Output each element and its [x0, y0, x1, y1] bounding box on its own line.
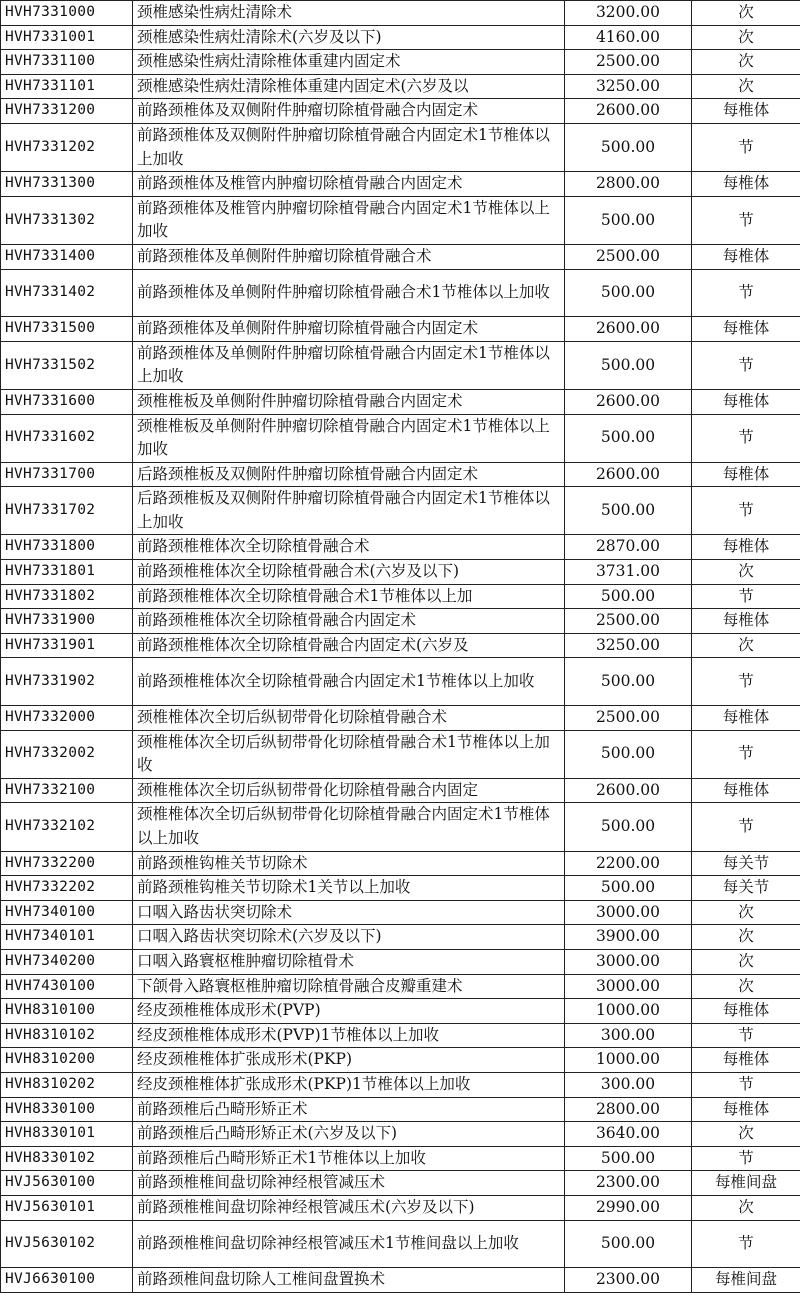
item-code: HVH7331001	[1, 25, 133, 50]
item-name-text: 经皮颈椎椎体扩张成形术(PKP)	[137, 1048, 560, 1072]
item-price: 2500.00	[565, 50, 692, 75]
item-code: HVH8310100	[1, 999, 133, 1024]
item-unit: 节	[692, 1072, 800, 1097]
item-code: HVH7331402	[1, 269, 133, 317]
table-row	[1, 706, 800, 731]
item-name-text: 颈椎感染性病灶清除椎体重建内固定术	[137, 50, 560, 74]
item-price: 300.00	[565, 1072, 692, 1097]
item-price: 3250.00	[565, 74, 692, 99]
table-row	[1, 925, 800, 950]
item-unit: 节	[692, 341, 800, 389]
table-row	[1, 803, 800, 851]
item-unit: 节	[692, 584, 800, 609]
item-name	[133, 1171, 565, 1196]
item-name-text: 颈椎椎体次全切后纵韧带骨化切除植骨融合术	[137, 706, 560, 730]
item-unit: 次	[692, 949, 800, 974]
item-code: HVH7331801	[1, 560, 133, 585]
item-name-text: 前路颈椎体及单侧附件肿瘤切除植骨融合内固定术	[137, 317, 560, 341]
item-price: 300.00	[565, 1023, 692, 1048]
item-unit: 次	[692, 25, 800, 50]
table-row	[1, 1268, 800, 1293]
item-unit: 每椎体	[692, 535, 800, 560]
item-code: HVJ5630102	[1, 1220, 133, 1268]
item-name-text: 前路颈椎后凸畸形矫正术(六岁及以下)	[137, 1122, 560, 1146]
item-name: 颈椎椎板及单侧附件肿瘤切除植骨融合内固定术1节椎体以上加收	[133, 414, 565, 462]
item-unit: 节	[692, 269, 800, 317]
item-name	[133, 172, 565, 197]
fee-table-body	[1, 1, 800, 1293]
table-row	[1, 123, 800, 171]
table-row	[1, 1048, 800, 1073]
item-price: 500.00	[565, 658, 692, 706]
item-name-text: 前路颈椎后凸畸形矫正术	[137, 1098, 560, 1122]
table-row	[1, 1122, 800, 1147]
item-code: HVH7331700	[1, 462, 133, 487]
item-name: 前路颈椎椎间盘切除神经根管减压术1节椎间盘以上加收	[133, 1220, 565, 1268]
table-row	[1, 389, 800, 414]
item-unit: 节	[692, 1146, 800, 1171]
item-name-text: 颈椎椎体次全切后纵韧带骨化切除植骨融合内固定	[137, 779, 560, 803]
item-price: 2990.00	[565, 1195, 692, 1220]
item-unit: 次	[692, 50, 800, 75]
item-unit: 每关节	[692, 851, 800, 876]
table-row	[1, 658, 800, 706]
item-name: 颈椎椎体次全切后纵韧带骨化切除植骨融合术1节椎体以上加收	[133, 730, 565, 778]
item-unit: 每椎体	[692, 778, 800, 803]
item-name	[133, 1268, 565, 1293]
item-name	[133, 1023, 565, 1048]
item-price: 2600.00	[565, 99, 692, 124]
item-unit: 每椎体	[692, 1048, 800, 1073]
item-code: HVH8310202	[1, 1072, 133, 1097]
item-unit: 每椎体	[692, 389, 800, 414]
item-code: HVJ5630101	[1, 1195, 133, 1220]
item-name-text: 口咽入路寰枢椎肿瘤切除植骨术	[137, 950, 560, 974]
item-price: 500.00	[565, 123, 692, 171]
item-unit: 节	[692, 196, 800, 244]
item-name	[133, 1146, 565, 1171]
item-name-text: 前路颈椎椎体次全切除植骨融合术	[137, 535, 560, 559]
item-price: 500.00	[565, 487, 692, 535]
item-unit: 每椎体	[692, 172, 800, 197]
table-row	[1, 974, 800, 999]
item-name-text: 前路颈椎椎间盘切除神经根管减压术	[137, 1171, 560, 1195]
item-name-text: 颈椎椎板及单侧附件肿瘤切除植骨融合内固定术	[137, 390, 560, 414]
item-price: 2300.00	[565, 1268, 692, 1293]
item-unit: 节	[692, 487, 800, 535]
table-row	[1, 1, 800, 26]
item-name	[133, 706, 565, 731]
item-code: HVH7332100	[1, 778, 133, 803]
table-row	[1, 949, 800, 974]
item-unit: 每椎体	[692, 462, 800, 487]
item-code: HVH7331100	[1, 50, 133, 75]
item-code: HVH7331000	[1, 1, 133, 26]
item-name	[133, 900, 565, 925]
item-name	[133, 974, 565, 999]
item-price: 2600.00	[565, 462, 692, 487]
item-name	[133, 389, 565, 414]
item-name-text: 前路颈椎椎体次全切除植骨融合内固定术(六岁及	[137, 634, 560, 658]
table-row	[1, 851, 800, 876]
table-row	[1, 1072, 800, 1097]
item-unit: 次	[692, 900, 800, 925]
item-code: HVH7331300	[1, 172, 133, 197]
item-price: 500.00	[565, 1220, 692, 1268]
item-name-text: 口咽入路齿状突切除术	[137, 901, 560, 925]
item-unit: 节	[692, 414, 800, 462]
item-name: 前路颈椎椎体次全切除植骨融合内固定术1节椎体以上加收	[133, 658, 565, 706]
item-unit: 次	[692, 560, 800, 585]
table-row	[1, 487, 800, 535]
table-row	[1, 535, 800, 560]
table-row	[1, 609, 800, 634]
item-code: HVH7332102	[1, 803, 133, 851]
table-row	[1, 1195, 800, 1220]
item-code: HVH7331500	[1, 317, 133, 342]
item-name	[133, 535, 565, 560]
item-price: 500.00	[565, 803, 692, 851]
item-name	[133, 633, 565, 658]
item-price: 3731.00	[565, 560, 692, 585]
item-name	[133, 25, 565, 50]
item-code: HVJ6630100	[1, 1268, 133, 1293]
item-name-text: 前路颈椎椎体次全切除植骨融合内固定术	[137, 609, 560, 633]
item-price: 3200.00	[565, 1, 692, 26]
item-price: 500.00	[565, 341, 692, 389]
item-code: HVH7331200	[1, 99, 133, 124]
item-price: 2500.00	[565, 706, 692, 731]
item-price: 500.00	[565, 730, 692, 778]
item-code: HVH8330100	[1, 1097, 133, 1122]
item-unit: 节	[692, 1220, 800, 1268]
item-name	[133, 778, 565, 803]
table-row	[1, 1146, 800, 1171]
item-name-text: 经皮颈椎椎体扩张成形术(PKP)1节椎体以上加收	[137, 1073, 560, 1097]
item-unit: 节	[692, 658, 800, 706]
item-code: HVH7331901	[1, 633, 133, 658]
item-name-text: 经皮颈椎椎体成形术(PVP)	[137, 999, 560, 1023]
item-name	[133, 317, 565, 342]
item-name-text: 前路颈椎体及双侧附件肿瘤切除植骨融合内固定术	[137, 99, 560, 123]
item-code: HVH7340200	[1, 949, 133, 974]
item-code: HVH7332200	[1, 851, 133, 876]
item-name: 前路颈椎体及双侧附件肿瘤切除植骨融合内固定术1节椎体以上加收	[133, 123, 565, 171]
item-price: 2600.00	[565, 389, 692, 414]
item-code: HVH7331900	[1, 609, 133, 634]
item-name-text: 前路颈椎钩椎关节切除术	[137, 852, 560, 876]
table-row	[1, 196, 800, 244]
item-price: 2600.00	[565, 317, 692, 342]
item-price: 4160.00	[565, 25, 692, 50]
table-row	[1, 876, 800, 901]
item-price: 2300.00	[565, 1171, 692, 1196]
item-price: 3000.00	[565, 900, 692, 925]
item-unit: 每椎体	[692, 99, 800, 124]
table-row	[1, 999, 800, 1024]
item-unit: 每椎间盘	[692, 1171, 800, 1196]
item-name: 前路颈椎体及单侧附件肿瘤切除植骨融合术1节椎体以上加收	[133, 269, 565, 317]
item-name	[133, 925, 565, 950]
item-code: HVH8330102	[1, 1146, 133, 1171]
item-code: HVH7331702	[1, 487, 133, 535]
item-code: HVH7331101	[1, 74, 133, 99]
item-price: 2500.00	[565, 244, 692, 269]
item-name	[133, 999, 565, 1024]
item-name-text: 颈椎感染性病灶清除椎体重建内固定术(六岁及以	[137, 75, 560, 99]
item-price: 3900.00	[565, 925, 692, 950]
table-row	[1, 560, 800, 585]
item-code: HVH7332202	[1, 876, 133, 901]
item-code: HVH7332002	[1, 730, 133, 778]
item-unit: 每椎体	[692, 609, 800, 634]
item-unit: 次	[692, 925, 800, 950]
table-row	[1, 730, 800, 778]
table-row	[1, 317, 800, 342]
item-name: 后路颈椎板及双侧附件肿瘤切除植骨融合内固定术1节椎体以上加收	[133, 487, 565, 535]
item-unit: 次	[692, 1195, 800, 1220]
item-name: 前路颈椎体及椎管内肿瘤切除植骨融合内固定术1节椎体以上加收	[133, 196, 565, 244]
item-code: HVH8310200	[1, 1048, 133, 1073]
item-price: 3640.00	[565, 1122, 692, 1147]
item-name	[133, 1097, 565, 1122]
item-unit: 次	[692, 974, 800, 999]
item-name-text: 口咽入路齿状突切除术(六岁及以下)	[137, 925, 560, 949]
item-name	[133, 560, 565, 585]
item-name-text: 前路颈椎体及单侧附件肿瘤切除植骨融合术	[137, 245, 560, 269]
item-name	[133, 1072, 565, 1097]
table-row	[1, 269, 800, 317]
item-unit: 节	[692, 803, 800, 851]
table-row	[1, 633, 800, 658]
item-name	[133, 609, 565, 634]
item-name	[133, 851, 565, 876]
item-unit: 节	[692, 1023, 800, 1048]
item-unit: 每椎体	[692, 999, 800, 1024]
item-name-text: 经皮颈椎椎体成形术(PVP)1节椎体以上加收	[137, 1024, 560, 1048]
item-name	[133, 1, 565, 26]
item-code: HVH7331602	[1, 414, 133, 462]
item-price: 500.00	[565, 584, 692, 609]
item-price: 3250.00	[565, 633, 692, 658]
item-name-text: 前路颈椎椎体次全切除植骨融合术(六岁及以下)	[137, 560, 560, 584]
item-name: 前路颈椎体及单侧附件肿瘤切除植骨融合内固定术1节椎体以上加收	[133, 341, 565, 389]
item-code: HVH7331902	[1, 658, 133, 706]
item-unit: 每椎体	[692, 706, 800, 731]
table-row	[1, 1171, 800, 1196]
item-unit: 次	[692, 1122, 800, 1147]
item-price: 2600.00	[565, 778, 692, 803]
item-name	[133, 876, 565, 901]
item-price: 500.00	[565, 414, 692, 462]
item-name	[133, 584, 565, 609]
table-row	[1, 74, 800, 99]
item-name-text: 前路颈椎钩椎关节切除术1关节以上加收	[137, 876, 560, 900]
table-row	[1, 25, 800, 50]
item-code: HVH7331302	[1, 196, 133, 244]
item-code: HVH7331800	[1, 535, 133, 560]
item-name-text: 前路颈椎间盘切除人工椎间盘置换术	[137, 1268, 560, 1292]
item-name-text: 前路颈椎后凸畸形矫正术1节椎体以上加收	[137, 1147, 560, 1171]
item-name	[133, 99, 565, 124]
item-unit: 次	[692, 1, 800, 26]
item-name	[133, 50, 565, 75]
item-code: HVH7331400	[1, 244, 133, 269]
table-row	[1, 50, 800, 75]
item-price: 2500.00	[565, 609, 692, 634]
item-unit: 节	[692, 123, 800, 171]
item-name	[133, 244, 565, 269]
item-name-text: 颈椎感染性病灶清除术	[137, 1, 560, 25]
item-name	[133, 1195, 565, 1220]
table-row	[1, 778, 800, 803]
item-price: 3000.00	[565, 974, 692, 999]
table-row	[1, 1220, 800, 1268]
item-name-text: 颈椎感染性病灶清除术(六岁及以下)	[137, 26, 560, 50]
item-code: HVH8330101	[1, 1122, 133, 1147]
item-name-text: 前路颈椎椎间盘切除神经根管减压术(六岁及以下)	[137, 1196, 560, 1220]
item-name	[133, 1122, 565, 1147]
item-name: 颈椎椎体次全切后纵韧带骨化切除植骨融合内固定术1节椎体以上加收	[133, 803, 565, 851]
item-unit: 次	[692, 633, 800, 658]
table-row	[1, 172, 800, 197]
item-price: 1000.00	[565, 1048, 692, 1073]
table-row	[1, 99, 800, 124]
item-unit: 次	[692, 74, 800, 99]
table-row	[1, 900, 800, 925]
item-price: 2200.00	[565, 851, 692, 876]
table-row	[1, 1023, 800, 1048]
item-price: 2870.00	[565, 535, 692, 560]
item-name	[133, 1048, 565, 1073]
item-code: HVH7332000	[1, 706, 133, 731]
item-name	[133, 462, 565, 487]
item-code: HVH7331600	[1, 389, 133, 414]
item-unit: 每椎间盘	[692, 1268, 800, 1293]
table-row	[1, 584, 800, 609]
item-name-text: 前路颈椎椎体次全切除植骨融合术1节椎体以上加	[137, 585, 560, 609]
table-row	[1, 462, 800, 487]
item-code: HVH7430100	[1, 974, 133, 999]
item-code: HVH7331202	[1, 123, 133, 171]
item-name-text: 后路颈椎板及双侧附件肿瘤切除植骨融合内固定术	[137, 463, 560, 487]
table-row	[1, 244, 800, 269]
item-code: HVH7340101	[1, 925, 133, 950]
item-price: 500.00	[565, 269, 692, 317]
item-code: HVH7331802	[1, 584, 133, 609]
table-row	[1, 1097, 800, 1122]
item-price: 500.00	[565, 196, 692, 244]
item-name-text: 下颌骨入路寰枢椎肿瘤切除植骨融合皮瓣重建术	[137, 975, 560, 999]
item-name	[133, 74, 565, 99]
item-name	[133, 949, 565, 974]
item-unit: 每椎体	[692, 244, 800, 269]
item-price: 500.00	[565, 1146, 692, 1171]
item-code: HVH8310102	[1, 1023, 133, 1048]
item-code: HVH7340100	[1, 900, 133, 925]
item-price: 3000.00	[565, 949, 692, 974]
table-row	[1, 341, 800, 389]
item-price: 500.00	[565, 876, 692, 901]
item-price: 2800.00	[565, 172, 692, 197]
item-unit: 每关节	[692, 876, 800, 901]
item-code: HVJ5630100	[1, 1171, 133, 1196]
item-unit: 每椎体	[692, 1097, 800, 1122]
item-price: 2800.00	[565, 1097, 692, 1122]
table-row	[1, 414, 800, 462]
item-unit: 每椎体	[692, 317, 800, 342]
item-unit: 节	[692, 730, 800, 778]
item-name-text: 前路颈椎体及椎管内肿瘤切除植骨融合内固定术	[137, 172, 560, 196]
item-price: 1000.00	[565, 999, 692, 1024]
item-code: HVH7331502	[1, 341, 133, 389]
